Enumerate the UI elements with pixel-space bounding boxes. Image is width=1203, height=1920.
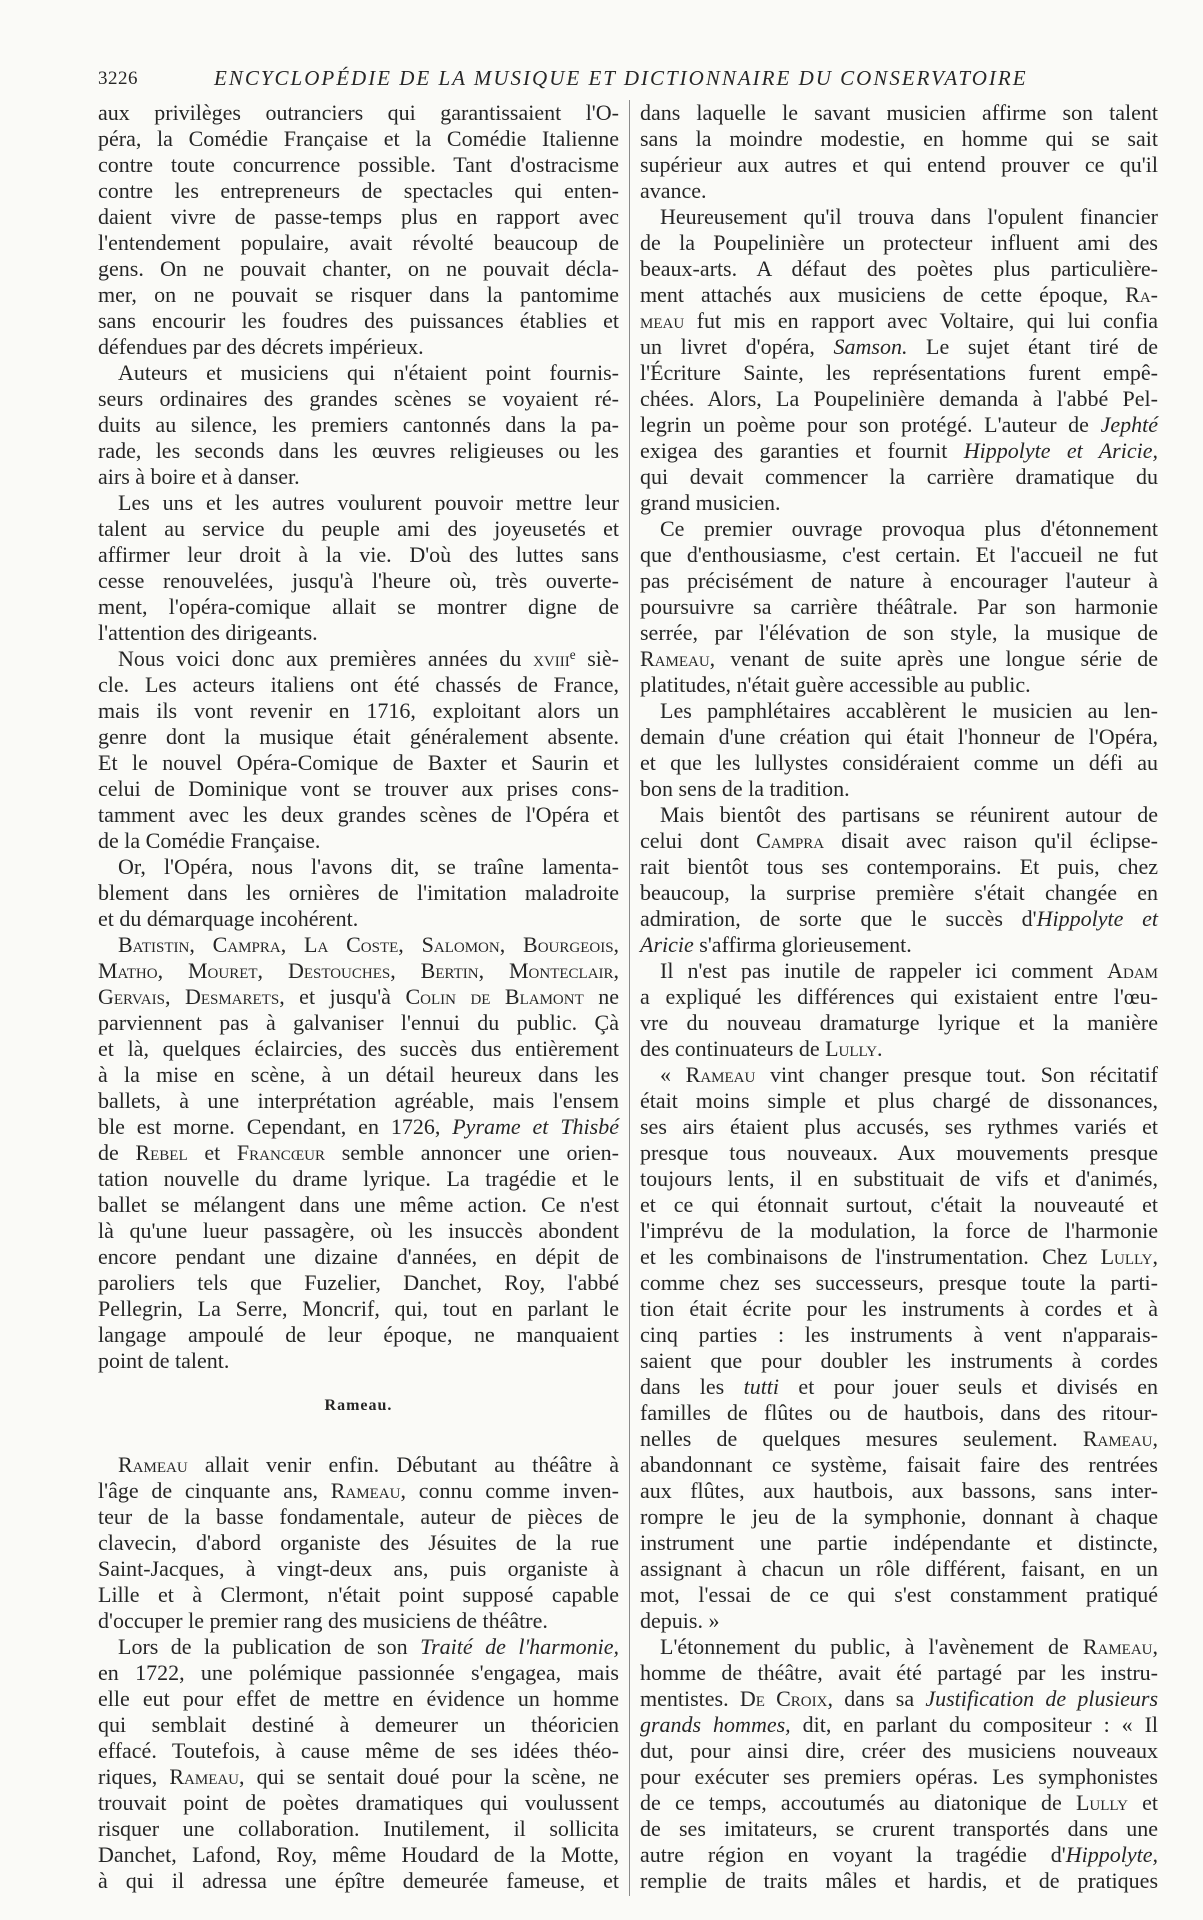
text-run: , venant de suite après une longue série de — [709, 646, 1158, 671]
text-line — [640, 412, 1158, 438]
text-run: celui dont — [640, 828, 757, 853]
text-line — [640, 1842, 1158, 1868]
text-line — [98, 1764, 619, 1790]
small-caps-name: Lully — [1075, 1790, 1128, 1815]
text-run: et — [1127, 1790, 1158, 1815]
text-line: et là, quelques éclaircies, des succès dus entièrement — [98, 1036, 619, 1061]
text-line: ment, l'opéra-comique allait se montrer digne de — [98, 594, 619, 619]
text-line: aux privilèges outranciers qui garantissaient l'O- — [98, 100, 619, 125]
small-caps-name: Campra — [756, 828, 825, 853]
right-column — [640, 100, 1158, 1894]
text-run: autre région en voyant la tragédie d' — [640, 1842, 1066, 1867]
text-line: dans laquelle le savant musicien affirme son talent — [640, 100, 1158, 125]
text-line — [640, 1790, 1158, 1816]
text-line: ses airs étaient plus accusés, ses rythmes variés et — [640, 1114, 1158, 1139]
text-line: contre toute concurrence possible. Tant d'ostracisme — [98, 152, 619, 177]
text-line: de ses imitateurs, se crurent transportés dans une — [640, 1816, 1158, 1841]
text-run: fut mis en rapport avec Voltaire, qui lui confia — [684, 308, 1158, 333]
text-line: chées. Alors, La Poupelinière demanda à l'abbé Pel- — [640, 386, 1158, 411]
text-line: ballet se mélangent dans une même action. Ce n'est — [98, 1192, 619, 1217]
text-run: vint changer presque tout. Son récitatif — [755, 1062, 1158, 1087]
text-line: à la mise en scène, à un détail heureux dans les — [98, 1062, 619, 1087]
text-line: péra, la Comédie Française et la Comédie Italienne — [98, 126, 619, 151]
text-line — [640, 1686, 1158, 1712]
text-run: allait venir enfin. Débutant au théâtre à — [187, 1452, 619, 1477]
text-run: semble annoncer une orien- — [325, 1140, 619, 1165]
text-run: nelles de quelques mesures seulement. — [640, 1426, 1083, 1451]
superscript: e — [569, 646, 576, 662]
paragraph — [98, 360, 619, 490]
small-caps-name: De Croix — [739, 1686, 828, 1711]
text-line: paroliers tels que Fuzelier, Danchet, Roy, l'abbé — [98, 1270, 619, 1295]
text-line: langage ampoulé de leur époque, ne manquaient — [98, 1322, 619, 1347]
text-line: et du démarquage incohérent. — [98, 906, 359, 931]
text-line: cle. Les acteurs italiens ont été chassés de France, — [98, 672, 619, 697]
italic-title: Samson. — [833, 334, 908, 359]
text-line: familles de flûtes ou de hautbois, dans des ritour- — [640, 1400, 1158, 1425]
small-caps-name: Rameau — [685, 1062, 756, 1087]
text-line: était moins simple et plus chargé de dissonances, — [640, 1088, 1158, 1113]
italic-title: Hippolyte et Aricie, — [963, 438, 1158, 463]
text-line: homme de théâtre, avait été partagé par les instru- — [640, 1660, 1158, 1685]
text-run: , — [1152, 1634, 1158, 1659]
text-line: beaucoup, la surprise première s'était changée en — [640, 880, 1158, 905]
text-run: ment attachés aux musiciens de cette époque, — [640, 282, 1126, 307]
running-header-title: ENCYCLOPÉDIE DE LA MUSIQUE ET DICTIONNAIRE DU CONSERVATOIRE — [214, 66, 1028, 90]
text-line: duits au silence, les premiers cantonnés dans la pa- — [98, 412, 619, 437]
text-line: Danchet, Lafond, Roy, même Houdard de la Motte, — [98, 1842, 619, 1867]
text-run: , qui se sentait doué pour la scène, ne — [239, 1764, 619, 1789]
text-run: , — [1152, 1426, 1158, 1451]
text-line: l'entendement populaire, avait révolté beaucoup de — [98, 230, 619, 255]
text-run: , — [189, 932, 213, 957]
text-run: et — [187, 1140, 237, 1165]
text-line: là qu'une lueur passagère, où les insuccès abondent — [98, 1218, 619, 1243]
text-run: , — [478, 958, 509, 983]
small-caps-name: Francœur — [236, 1140, 325, 1165]
text-line: airs à boire et à danser. — [98, 464, 300, 489]
paragraph — [640, 516, 1158, 698]
small-caps-name: meau — [640, 308, 685, 333]
text-line: Les pamphlétaires accablèrent le musicien au len- — [660, 698, 1158, 723]
text-run: , dans sa — [827, 1686, 926, 1711]
text-line: qui semblait destiné à demeurer un théoricien — [98, 1712, 619, 1737]
text-line: genre dont la musique était généralement absente. — [98, 724, 619, 749]
text-run: , — [390, 958, 421, 983]
text-line: affirmer leur droit à la vie. D'où des luttes sans — [98, 542, 619, 567]
small-caps-name: Monteclair — [508, 958, 614, 983]
text-line — [640, 1244, 1158, 1270]
text-run: de — [98, 1140, 136, 1165]
text-line — [98, 1114, 619, 1140]
text-run: « — [660, 1062, 686, 1087]
small-caps-name: Rameau — [1082, 1634, 1153, 1659]
text-run: dans les — [640, 1374, 744, 1399]
text-run: Le sujet étant tiré de — [907, 334, 1158, 359]
text-line: l'attention des dirigeants. — [98, 620, 318, 645]
text-line: Auteurs et musiciens qui n'étaient point fournis- — [118, 360, 619, 385]
page-number: 3226 — [98, 68, 138, 89]
text-run: mentistes. — [640, 1686, 740, 1711]
text-line: clavecin, d'abord organiste des Jésuites de la rue — [98, 1530, 619, 1555]
paragraph — [640, 698, 1158, 802]
text-run: l'âge de cinquante ans, — [98, 1478, 331, 1503]
text-line — [640, 308, 1158, 334]
text-run: , — [164, 984, 185, 1009]
text-line: Ce premier ouvrage provoqua plus d'étonnement — [660, 516, 1158, 541]
text-line — [640, 1634, 1158, 1660]
text-line: toujours lents, il en substituait de vifs et d'animés, — [640, 1166, 1158, 1191]
small-caps-name: Salomon — [421, 932, 500, 957]
paragraph — [98, 932, 619, 1374]
text-line: demain d'une création qui était l'honneur de l'Opéra, — [640, 724, 1158, 749]
italic-title: Traité de l'harmonie, — [420, 1634, 619, 1659]
text-line: et ce qui étonnait surtout, c'était la nouveauté et — [640, 1192, 1158, 1217]
small-caps-name: Batistin — [118, 932, 190, 957]
text-line: et que les lullystes considéraient comme un défi au — [640, 750, 1158, 775]
text-run: , — [398, 932, 422, 957]
small-caps-name: Rameau — [118, 1452, 188, 1477]
text-line — [640, 438, 1158, 464]
text-line: poursuivre sa carrière théâtrale. Par son harmonie — [640, 594, 1158, 619]
text-line: risquer une collaboration. Inutilement, il sollicita — [98, 1816, 619, 1841]
text-line: mer, on ne pouvait se risquer dans la pantomime — [98, 282, 619, 307]
text-line: sans la moindre modestie, en homme qui se sait — [640, 126, 1158, 151]
text-line: Lille et à Clermont, n'était point supposé capable — [98, 1582, 619, 1607]
text-line — [98, 1634, 619, 1660]
paragraph — [98, 1634, 619, 1894]
paragraph — [640, 1062, 1158, 1634]
paragraph — [640, 100, 1158, 204]
text-line: blement dans les ornières de l'imitation maladroite — [98, 880, 619, 905]
text-line — [640, 646, 1158, 672]
text-run: , et jusqu'à — [279, 984, 406, 1009]
text-run: legrin un poème pour son protégé. L'auteur de — [640, 412, 1101, 437]
text-line: cinq parties : les instruments à vent n'apparais- — [640, 1322, 1158, 1347]
small-caps-name: Rameau — [640, 646, 710, 671]
text-line: de la Comédie Française. — [98, 828, 321, 853]
italic-title: grands hommes, — [640, 1712, 791, 1737]
italic-title: Hippolyte, — [1065, 1842, 1158, 1867]
text-line: bon sens de la tradition. — [640, 776, 850, 801]
text-line: gens. On ne pouvait chanter, on ne pouvait décla- — [98, 256, 619, 281]
text-run: admiration, de sorte que le succès d' — [640, 906, 1037, 931]
text-line: à qui il adressa une épître demeurée fameuse, et — [98, 1868, 619, 1893]
text-run: et pour jouer seuls et divisés en — [779, 1374, 1158, 1399]
small-caps-name: Rameau — [169, 1764, 240, 1789]
text-line: rade, les seconds dans les œuvres religieuses ou les — [98, 438, 619, 463]
text-line — [640, 828, 1158, 854]
paragraph — [98, 646, 619, 854]
small-caps-name: Lully — [1100, 1244, 1153, 1269]
text-run: , — [1152, 1244, 1158, 1269]
text-line: qui devait commencer la carrière dramatique du — [640, 464, 1158, 489]
text-run: siè- — [575, 646, 620, 671]
text-line: Et le nouvel Opéra-Comique de Baxter et Saurin et — [98, 750, 619, 775]
text-run: et les combinaisons de l'instrumentation. Chez — [640, 1244, 1101, 1269]
text-run: disait avec raison qu'il éclipse- — [824, 828, 1158, 853]
text-run: Nous voici donc aux premières années du — [118, 646, 534, 671]
text-line: elle eut pour effet de mettre en évidence un homme — [98, 1686, 619, 1711]
text-line — [640, 1036, 1158, 1062]
text-run: , — [280, 932, 305, 957]
text-line: parviennent pas à galvaniser l'ennui du public. Çà — [98, 1010, 619, 1035]
text-line: a expliqué les différences qui existaient entre l'œu- — [640, 984, 1158, 1009]
text-run: , — [257, 958, 288, 983]
text-run: ble est morne. Cependant, en 1726, — [98, 1114, 453, 1139]
small-caps-name: Campra — [212, 932, 281, 957]
text-line: abandonnant ce système, faisait faire des rentrées — [640, 1452, 1158, 1477]
text-line: tation nouvelle du drame lyrique. La tragédie et le — [98, 1166, 619, 1191]
small-caps-name: La Coste — [304, 932, 399, 957]
text-line: de la Poupelinière un protecteur influent ami des — [640, 230, 1158, 255]
text-line: grand musicien. — [640, 490, 781, 515]
italic-title: Justification de plusieurs — [925, 1686, 1158, 1711]
text-run: des continuateurs de — [640, 1036, 826, 1061]
text-line: sans encourir les foudres des puissances établies et — [98, 308, 619, 333]
text-line — [98, 984, 619, 1010]
left-column — [98, 100, 619, 1894]
text-run: , — [157, 958, 188, 983]
text-run: Lors de la publication de son — [118, 1634, 421, 1659]
paragraph — [640, 1634, 1158, 1894]
italic-title: Aricie — [640, 932, 694, 957]
text-line — [640, 334, 1158, 360]
text-line — [98, 646, 619, 672]
text-line: Pellegrin, La Serre, Moncrif, qui, tout en parlant le — [98, 1296, 619, 1321]
text-line: rait bientôt tous ses contemporains. Et puis, chez — [640, 854, 1158, 879]
text-line: depuis. » — [640, 1608, 720, 1633]
text-line: Les uns et les autres voulurent pouvoir mettre leur — [118, 490, 619, 515]
small-caps-name: Ra- — [1125, 282, 1158, 307]
text-line: que d'enthousiasme, c'est certain. Et l'accueil ne fut — [640, 542, 1158, 567]
small-caps-name: Adam — [1107, 958, 1158, 983]
text-line — [98, 1478, 619, 1504]
text-line: platitudes, n'était guère accessible au public. — [640, 672, 1031, 697]
text-line: dut, pour ainsi dire, créer des musiciens nouveaux — [640, 1738, 1158, 1763]
italic-title: Hippolyte et — [1036, 906, 1159, 931]
small-caps-name: Mouret — [187, 958, 258, 983]
text-line: supérieur aux autres et qui entend prouver ce qu'il — [640, 152, 1158, 177]
text-line — [640, 1374, 1158, 1400]
text-run: s'affirma glorieusement. — [693, 932, 912, 957]
text-line — [98, 1452, 619, 1478]
text-line: cesse renouvelées, jusqu'à l'heure où, très ouverte- — [98, 568, 619, 593]
text-line: défendues par des décrets impérieux. — [98, 334, 424, 359]
text-line: trouvait point de poètes dramatiques qui voulussent — [98, 1790, 619, 1815]
italic-title: Jephté — [1100, 412, 1158, 437]
text-line: serrée, par l'élévation de son style, la musique de — [640, 620, 1158, 645]
text-run: Il n'est pas inutile de rappeler ici comment — [660, 958, 1108, 983]
small-caps-name: Rameau — [1082, 1426, 1153, 1451]
text-line: rompre le jeu de la symphonie, donnant à chaque — [640, 1504, 1158, 1529]
text-line: tion était écrite pour les instruments à cordes et à — [640, 1296, 1158, 1321]
text-run: exigea des garanties et fournit — [640, 438, 964, 463]
paragraph — [640, 802, 1158, 958]
text-line: instrument une partie indépendante et distincte, — [640, 1530, 1158, 1555]
text-line: mot, l'essai de ce qui s'est constamment pratiqué — [640, 1582, 1158, 1607]
text-line: seurs ordinaires des grandes scènes se voyaient ré- — [98, 386, 619, 411]
text-line: avance. — [640, 178, 707, 203]
text-run: riques, — [98, 1764, 170, 1789]
text-line — [640, 932, 1158, 958]
text-line: tamment avec les deux grandes scènes de l'Opéra et — [98, 802, 619, 827]
text-run: de ce temps, accoutumés au diatonique de — [640, 1790, 1076, 1815]
text-line — [640, 1712, 1158, 1738]
text-line: l'Écriture Sainte, les représentations furent empê- — [640, 360, 1158, 385]
text-run: L'étonnement du public, à l'avènement de — [660, 1634, 1083, 1659]
text-line: ballets, à une interprétation agréable, mais l'ensem — [98, 1088, 619, 1113]
small-caps-name: Desmarets — [184, 984, 280, 1009]
text-line: effacé. Toutefois, à cause même de ses idées théo- — [98, 1738, 619, 1763]
text-run: un livret d'opéra, — [640, 334, 834, 359]
text-run: , — [613, 958, 620, 983]
text-line: point de talent. — [98, 1348, 230, 1373]
text-run: , — [613, 932, 620, 957]
small-caps-name: Bertin — [420, 958, 479, 983]
paragraph — [98, 490, 619, 646]
text-run: . — [877, 1036, 883, 1061]
small-caps-name: Lully — [825, 1036, 878, 1061]
text-line: mais ils vont revenir en 1716, exploitant alors un — [98, 698, 619, 723]
text-line: l'imprévu de la modulation, la force de l'harmonie — [640, 1218, 1158, 1243]
text-line: Or, l'Opéra, nous l'avons dit, se traîne lamenta- — [118, 854, 619, 879]
text-line: en 1722, une polémique passionnée s'engagea, mais — [98, 1660, 619, 1685]
paragraph — [640, 958, 1158, 1062]
text-line — [640, 1062, 1158, 1088]
text-line: daient vivre de passe-temps plus en rapport avec — [98, 204, 619, 229]
text-line: Saint-Jacques, à vingt-deux ans, puis organiste à — [98, 1556, 619, 1581]
paragraph — [98, 854, 619, 932]
text-line: comme chez ses successeurs, presque toute la parti- — [640, 1270, 1158, 1295]
text-line — [98, 932, 619, 958]
text-run: ne — [583, 984, 620, 1009]
section-heading: Rameau. — [324, 1397, 393, 1414]
small-caps-name: Rebel — [135, 1140, 188, 1165]
text-line: encore pendant une dizaine d'années, en dépit de — [98, 1244, 619, 1269]
text-line: assignant à chacun un rôle différent, faisant, en un — [640, 1556, 1158, 1581]
text-run: , — [499, 932, 524, 957]
text-line: Mais bientôt des partisans se réunirent autour de — [660, 802, 1158, 827]
text-line — [98, 958, 619, 984]
small-caps-name: Gervais — [98, 984, 165, 1009]
text-line: beaux-arts. A défaut des poètes plus particulière- — [640, 256, 1158, 281]
text-line: contre les entrepreneurs de spectacles qui enten- — [98, 178, 619, 203]
text-line: saient que pour doubler les instruments à cordes — [640, 1348, 1158, 1373]
column-divider — [629, 100, 630, 1896]
paragraph — [98, 100, 619, 360]
text-line: vre du nouveau dramaturge lyrique et la manière — [640, 1010, 1158, 1035]
small-caps-name: xviii — [533, 646, 570, 671]
text-line: celui de Dominique vont se trouver aux prises cons- — [98, 776, 619, 801]
text-line: d'occuper le premier rang des musiciens de théâtre. — [98, 1608, 548, 1633]
text-line: pas précisément de nature à encourager l'auteur à — [640, 568, 1158, 593]
text-line — [640, 906, 1158, 932]
text-line: presque tous nouveaux. Aux mouvements presque — [640, 1140, 1158, 1165]
text-line: Heureusement qu'il trouva dans l'opulent financier — [660, 204, 1158, 229]
small-caps-name: Colin de Blamont — [405, 984, 584, 1009]
text-run: , connu comme inven- — [400, 1478, 619, 1503]
small-caps-name: Matho — [98, 958, 158, 983]
small-caps-name: Bourgeois — [523, 932, 614, 957]
italic-title: tutti — [743, 1374, 780, 1399]
paragraph — [640, 204, 1158, 516]
text-line: remplie de traits mâles et hardis, et de pratiques — [640, 1868, 1158, 1893]
text-line — [640, 1426, 1158, 1452]
paragraph — [98, 1452, 619, 1634]
text-line: talent au service du peuple ami des joyeusetés et — [98, 516, 619, 541]
text-run: dit, en parlant du compositeur : « Il — [790, 1712, 1159, 1737]
text-line: aux flûtes, aux hautbois, aux bassons, sans inter- — [640, 1478, 1158, 1503]
text-line — [640, 282, 1158, 308]
text-line: teur de la basse fondamentale, auteur de pièces de — [98, 1504, 619, 1529]
text-line: pour exécuter ses premiers opéras. Les symphonistes — [640, 1764, 1158, 1789]
small-caps-name: Rameau — [330, 1478, 401, 1503]
small-caps-name: Destouches — [287, 958, 391, 983]
text-line — [98, 1140, 619, 1166]
italic-title: Pyrame et Thisbé — [452, 1114, 619, 1139]
text-line — [640, 958, 1158, 984]
